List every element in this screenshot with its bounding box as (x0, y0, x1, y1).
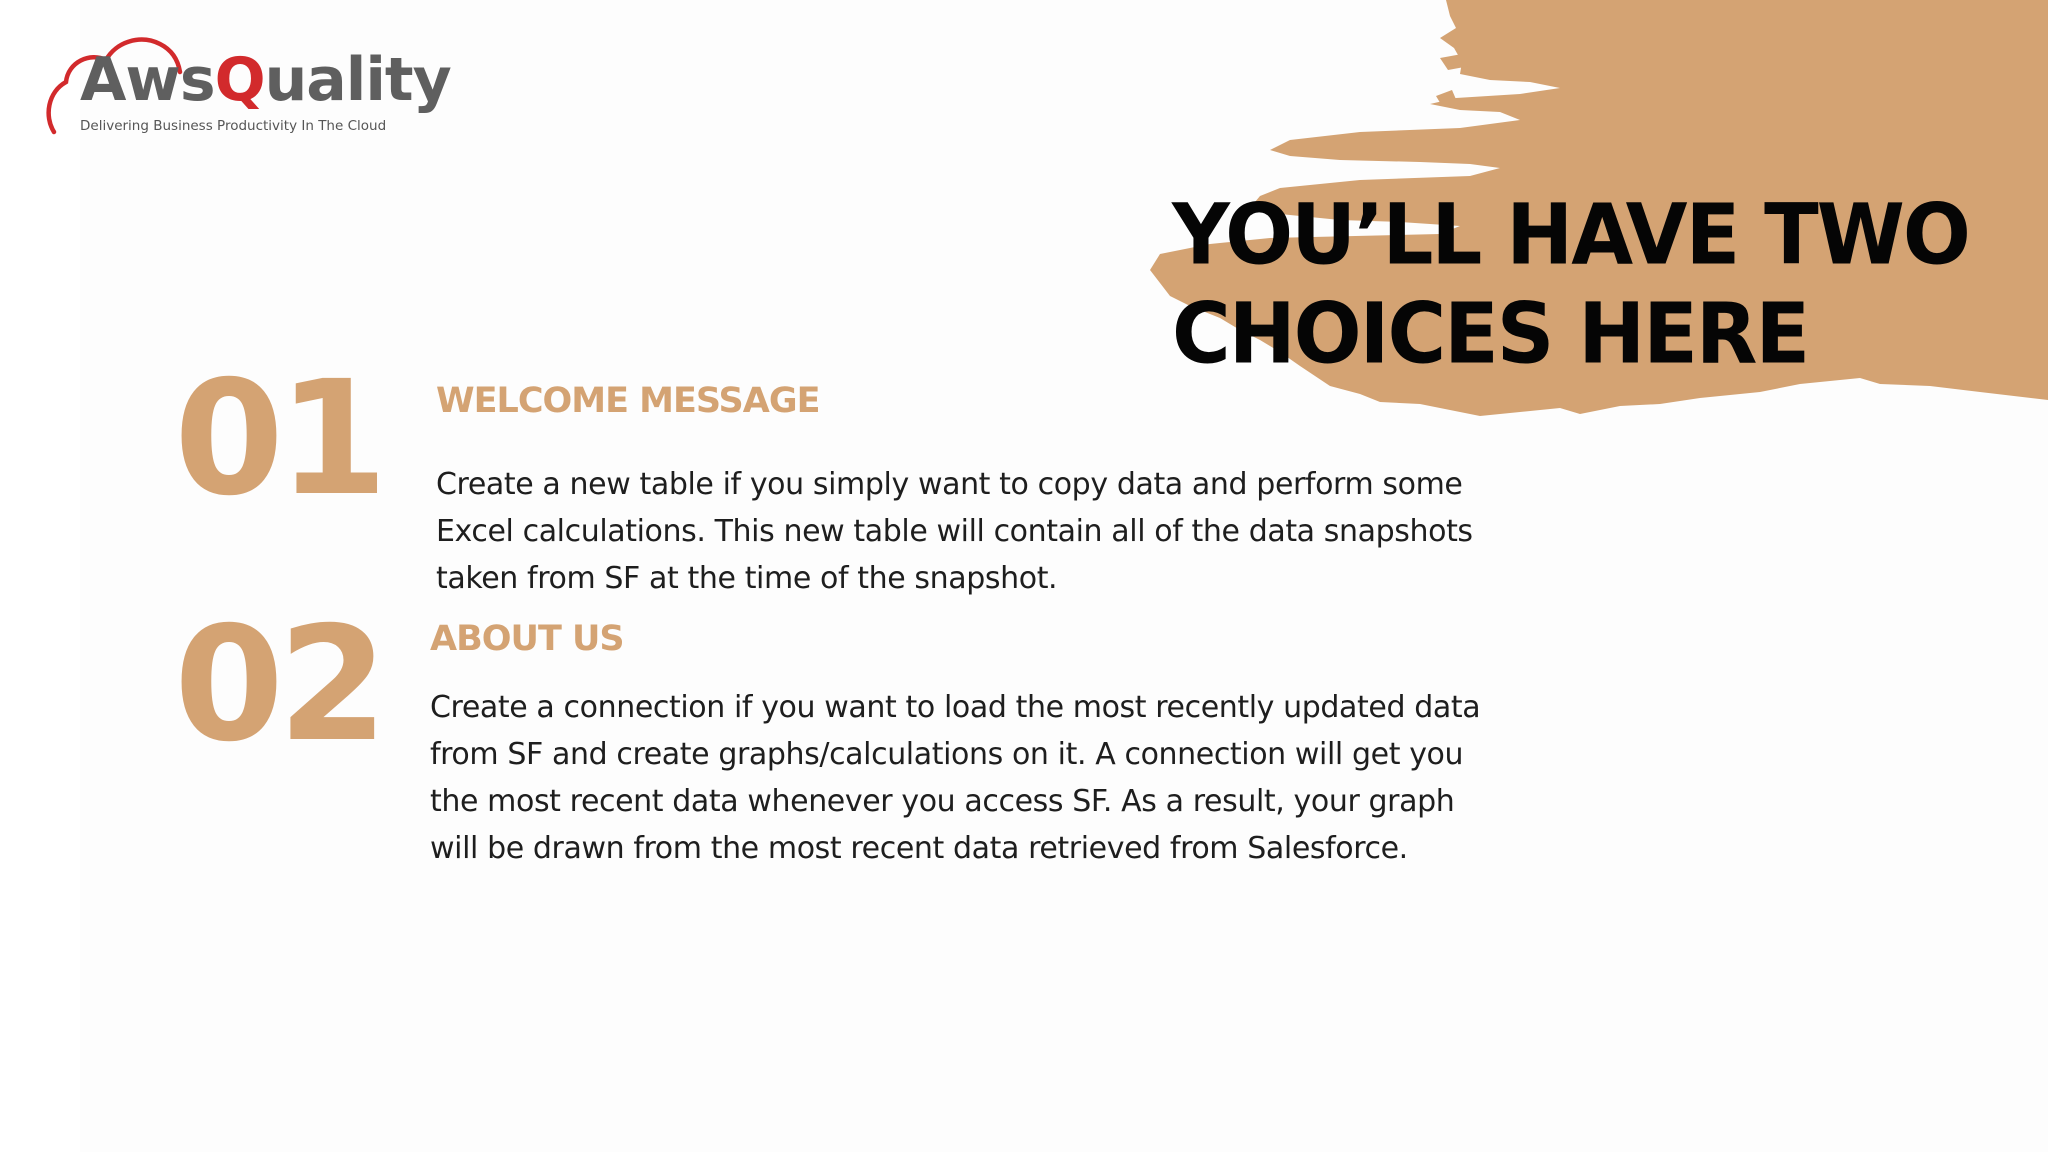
item-title-welcome-message: WELCOME MESSAGE (436, 381, 820, 421)
logo-tagline: Delivering Business Productivity In The Cloud (80, 118, 387, 134)
item-title-about-us: ABOUT US (430, 619, 624, 659)
logo-q-letter: Q (214, 45, 265, 115)
logo-wordmark: AwsQuality (80, 45, 451, 115)
company-logo[interactable] (44, 28, 451, 148)
item-body-about-us: Create a connection if you want to load the most recently updated data from SF and create graphs/calculations on it. A connection will get you the most recent data whenever you access SF. As a result, your graph will be drawn from the most recent data retrieved from Salesforce. (430, 690, 1481, 866)
item-number-02: 02 (174, 593, 382, 777)
page-title: YOU’LL HAVE TWO CHOICES HERE (1172, 186, 1969, 383)
item-number-01: 01 (174, 347, 382, 531)
item-body-welcome-message: Create a new table if you simply want to copy data and perform some Excel calculations. This new table will contain all of the data snapshots taken from SF at the time of the snapshot. (436, 467, 1473, 596)
